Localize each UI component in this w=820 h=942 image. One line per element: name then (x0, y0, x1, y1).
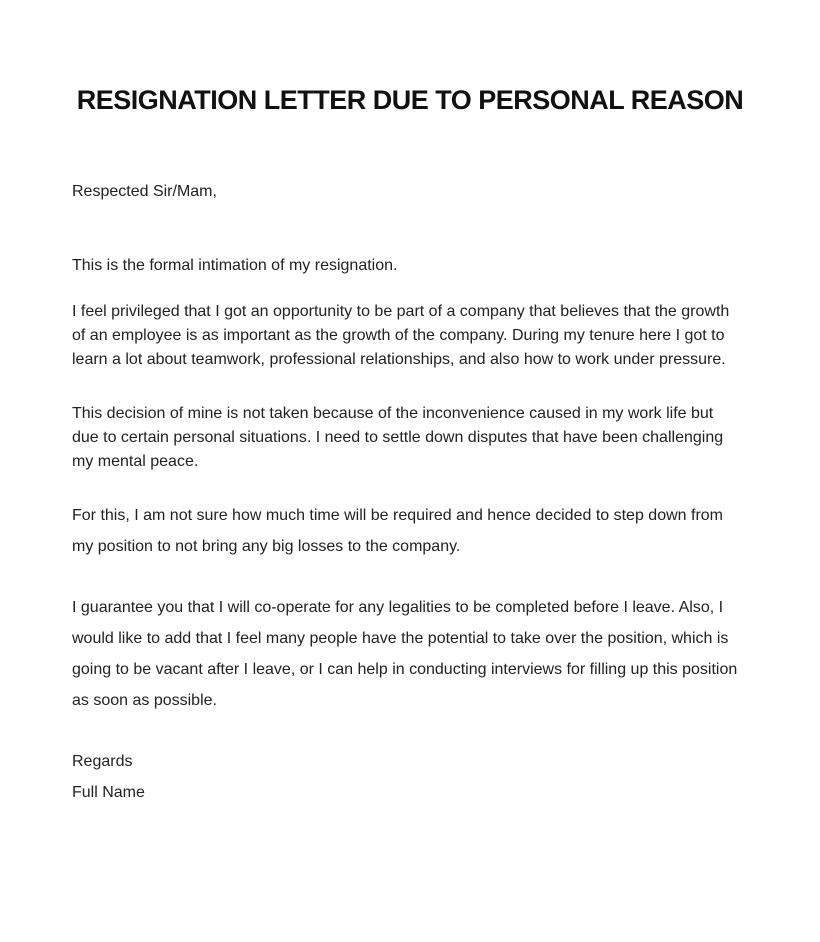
letter-signature: Full Name (72, 784, 145, 801)
letter-paragraph-privileged: I feel privileged that I got an opportunity to be part of a company that believes that the growth of an employee is as important as the growth of the company. During my tenure here I got to learn a lot about teamwork, professional relationships, and also how to work under pressure. (72, 303, 730, 368)
letter-paragraph-guarantee: I guarantee you that I will co-operate for any legalities to be completed before I leave. Also, I would like to add that I feel many people have the potential to take over the position, which is going to be vacant after I leave, or I can help in conducting interviews for filling up this position as soon as possible. (72, 599, 738, 709)
letter-title: RESIGNATION LETTER DUE TO PERSONAL REASON (76, 85, 744, 115)
letter-closing: Regards (72, 753, 133, 770)
letter-paragraph-decision: This decision of mine is not taken because of the inconvenience caused in my work life but due to certain personal situations. I need to settle down disputes that have been challenging my mental peace. (72, 405, 724, 470)
letter-salutation: Respected Sir/Mam, (72, 183, 217, 200)
letter-paragraph-intimation: This is the formal intimation of my resignation. (72, 257, 398, 274)
letter-body (72, 180, 744, 808)
letter-closing-block (72, 746, 744, 808)
letter-paragraph-step-down: For this, I am not sure how much time will be required and hence decided to step down from my position to not bring any big losses to the company. (72, 507, 723, 555)
